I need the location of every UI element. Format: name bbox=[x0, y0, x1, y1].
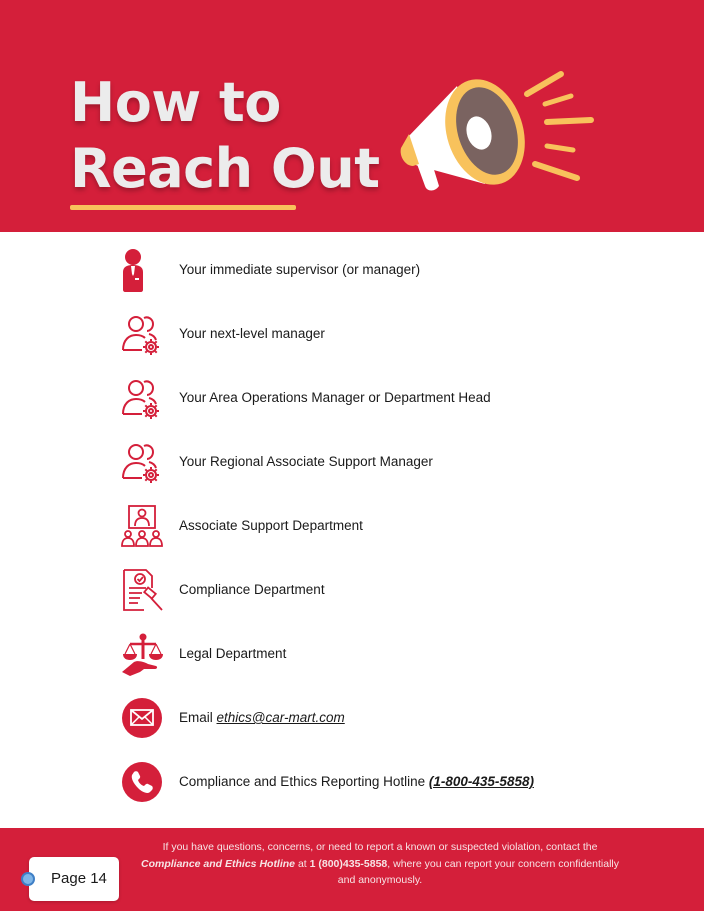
envelope-icon bbox=[120, 696, 166, 740]
page-title bbox=[70, 70, 380, 202]
people-gear-icon bbox=[120, 312, 166, 356]
list-item bbox=[0, 498, 704, 554]
list-item bbox=[0, 242, 704, 298]
footer-hotline-name: Compliance and Ethics Hotline bbox=[141, 857, 296, 870]
list-item bbox=[0, 370, 704, 426]
list-item bbox=[0, 754, 704, 810]
team-presentation-icon bbox=[120, 504, 166, 548]
phone-icon bbox=[120, 760, 166, 804]
footer-text-1: If you have questions, concerns, or need to report a known or suspected violation, contact the bbox=[162, 841, 598, 853]
contact-label: Associate Support Department bbox=[179, 518, 363, 533]
people-gear-icon bbox=[120, 440, 166, 484]
list-item bbox=[0, 562, 704, 618]
contact-label: Your next-level manager bbox=[179, 326, 325, 341]
footer-text-3: , where you can report your concern confidentially and anonymously. bbox=[337, 857, 619, 886]
list-item bbox=[0, 626, 704, 682]
footer-note bbox=[140, 839, 620, 889]
contact-label: Your Area Operations Manager or Department Head bbox=[179, 390, 491, 405]
title-line-2: Reach Out bbox=[70, 137, 380, 200]
scales-of-justice-icon bbox=[120, 632, 166, 676]
list-item bbox=[0, 434, 704, 490]
contact-label: Compliance Department bbox=[179, 582, 325, 597]
page-number-badge bbox=[29, 857, 119, 901]
page-number: Page 14 bbox=[51, 870, 107, 887]
person-icon bbox=[120, 248, 166, 292]
megaphone-icon bbox=[395, 68, 605, 198]
contact-label: Legal Department bbox=[179, 646, 287, 661]
people-gear-icon bbox=[120, 376, 166, 420]
email-prefix: Email bbox=[179, 710, 217, 725]
footer-text-2: at bbox=[295, 857, 310, 870]
title-line-1: How to bbox=[70, 71, 281, 134]
hotline-prefix: Compliance and Ethics Reporting Hotline bbox=[179, 774, 429, 789]
hotline-link[interactable]: (1-800-435-5858) bbox=[428, 774, 534, 789]
list-item bbox=[0, 306, 704, 362]
contact-label bbox=[179, 690, 345, 746]
page-dot-icon bbox=[21, 872, 35, 886]
contact-label bbox=[179, 754, 534, 810]
compliance-document-icon bbox=[120, 568, 166, 612]
header-banner bbox=[0, 0, 704, 232]
contact-label: Your Regional Associate Support Manager bbox=[179, 454, 433, 469]
contact-label: Your immediate supervisor (or manager) bbox=[179, 262, 421, 277]
title-underline bbox=[70, 205, 296, 210]
email-link[interactable]: ethics@car-mart.com bbox=[216, 710, 345, 725]
list-item bbox=[0, 690, 704, 746]
footer-phone: 1 (800)435-5858 bbox=[309, 857, 388, 870]
